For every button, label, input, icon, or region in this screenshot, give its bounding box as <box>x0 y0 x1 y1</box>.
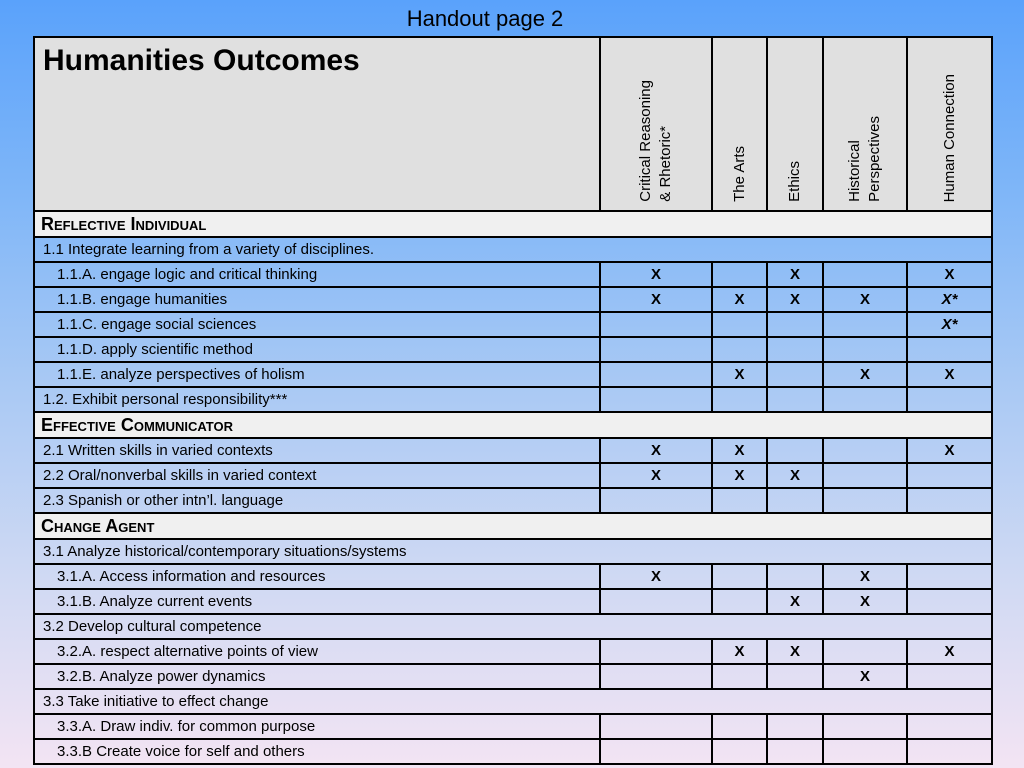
mark-cell: X <box>767 463 823 488</box>
column-header-label: Critical Reasoning & Rhetoric* <box>637 80 674 202</box>
outcome-label: 1.1.D. apply scientific method <box>34 337 600 362</box>
mark-cell <box>823 463 907 488</box>
outcome-label: 3.1 Analyze historical/contemporary situations/systems <box>34 539 992 564</box>
mark-cell: X <box>907 262 992 287</box>
column-header-the-arts <box>712 37 767 211</box>
mark-cell <box>600 639 712 664</box>
table-row <box>34 614 992 639</box>
mark-cell <box>907 387 992 412</box>
table-row <box>34 362 992 387</box>
mark-cell <box>907 488 992 513</box>
outcome-label: 3.3.A. Draw indiv. for common purpose <box>34 714 600 739</box>
table-row <box>34 237 992 262</box>
mark-cell <box>767 438 823 463</box>
mark-cell <box>712 564 767 589</box>
section-header: Change Agent <box>34 513 992 539</box>
table-row <box>34 312 992 337</box>
mark-cell <box>712 387 767 412</box>
section-header: Reflective Individual <box>34 211 992 237</box>
table-row <box>34 539 992 564</box>
mark-cell <box>767 488 823 513</box>
mark-cell <box>712 312 767 337</box>
outcome-label: 3.2.A. respect alternative points of view <box>34 639 600 664</box>
mark-cell <box>600 312 712 337</box>
mark-cell <box>600 664 712 689</box>
mark-cell: X <box>712 287 767 312</box>
mark-cell <box>907 664 992 689</box>
mark-cell <box>712 262 767 287</box>
outcome-label: 2.1 Written skills in varied contexts <box>34 438 600 463</box>
mark-cell <box>767 387 823 412</box>
table-row <box>34 488 992 513</box>
table-row <box>34 714 992 739</box>
mark-cell <box>823 739 907 764</box>
table-row <box>34 689 992 714</box>
mark-cell <box>767 664 823 689</box>
column-header-critical-reasoning <box>600 37 712 211</box>
table-row <box>34 639 992 664</box>
mark-cell: X <box>600 463 712 488</box>
outcome-label: 3.1.B. Analyze current events <box>34 589 600 614</box>
mark-cell <box>907 589 992 614</box>
mark-cell: X <box>823 664 907 689</box>
mark-cell: X <box>907 438 992 463</box>
mark-cell <box>823 438 907 463</box>
mark-cell <box>823 312 907 337</box>
mark-cell: X <box>823 362 907 387</box>
mark-cell: X <box>600 287 712 312</box>
table-row <box>34 438 992 463</box>
mark-cell: X <box>600 262 712 287</box>
mark-cell: X <box>823 589 907 614</box>
handout-title: Handout page 2 <box>406 6 564 31</box>
mark-cell <box>767 312 823 337</box>
mark-cell: X <box>907 362 992 387</box>
table-title: Humanities Outcomes <box>43 44 360 77</box>
column-header-label: Historical Perspectives <box>846 116 883 202</box>
mark-cell <box>600 488 712 513</box>
mark-cell: X <box>712 362 767 387</box>
mark-cell: X* <box>907 312 992 337</box>
section-header-row <box>34 513 992 539</box>
mark-cell <box>823 337 907 362</box>
mark-cell <box>712 739 767 764</box>
mark-cell <box>600 337 712 362</box>
outcome-label: 3.3 Take initiative to effect change <box>34 689 992 714</box>
table-header-row <box>34 37 992 211</box>
mark-cell <box>600 714 712 739</box>
column-header-historical-perspectives <box>823 37 907 211</box>
mark-cell <box>712 664 767 689</box>
mark-cell: X <box>712 639 767 664</box>
mark-cell <box>823 387 907 412</box>
mark-cell: X <box>600 438 712 463</box>
column-header-label: Human Connection <box>940 73 958 202</box>
mark-cell: X <box>823 564 907 589</box>
mark-cell <box>712 337 767 362</box>
column-header-ethics <box>767 37 823 211</box>
mark-cell: X <box>767 262 823 287</box>
mark-cell <box>767 714 823 739</box>
column-header-label: Ethics <box>786 161 803 202</box>
mark-cell <box>907 714 992 739</box>
mark-cell <box>767 564 823 589</box>
table-row <box>34 564 992 589</box>
outcomes-table <box>33 36 993 765</box>
mark-cell <box>712 589 767 614</box>
outcome-label: 1.1.B. engage humanities <box>34 287 600 312</box>
outcome-label: 3.2.B. Analyze power dynamics <box>34 664 600 689</box>
mark-cell <box>907 337 992 362</box>
mark-cell <box>767 337 823 362</box>
outcome-label: 1.1.E. analyze perspectives of holism <box>34 362 600 387</box>
mark-cell <box>712 714 767 739</box>
outcome-label: 1.1.C. engage social sciences <box>34 312 600 337</box>
mark-cell <box>823 488 907 513</box>
outcome-label: 3.1.A. Access information and resources <box>34 564 600 589</box>
mark-cell: X <box>712 438 767 463</box>
table-row <box>34 262 992 287</box>
outcome-label: 3.3.B Create voice for self and others <box>34 739 600 764</box>
table-row <box>34 287 992 312</box>
section-header-row <box>34 412 992 438</box>
mark-cell: X <box>767 287 823 312</box>
outcome-label: 1.2. Exhibit personal responsibility*** <box>34 387 600 412</box>
mark-cell <box>600 739 712 764</box>
column-header-label: The Arts <box>730 146 748 202</box>
mark-cell: X <box>767 589 823 614</box>
table-row <box>34 337 992 362</box>
mark-cell: X* <box>907 287 992 312</box>
table-row <box>34 463 992 488</box>
outcome-label: 1.1.A. engage logic and critical thinking <box>34 262 600 287</box>
outcome-label: 2.3 Spanish or other intn’l. language <box>34 488 600 513</box>
mark-cell <box>907 463 992 488</box>
table-row <box>34 589 992 614</box>
mark-cell <box>767 739 823 764</box>
section-header-row <box>34 211 992 237</box>
mark-cell <box>712 488 767 513</box>
mark-cell <box>907 564 992 589</box>
mark-cell <box>600 589 712 614</box>
mark-cell: X <box>823 287 907 312</box>
mark-cell: X <box>600 564 712 589</box>
table-title-cell <box>34 37 600 211</box>
column-header-human-connection <box>907 37 992 211</box>
mark-cell <box>823 639 907 664</box>
table-row <box>34 664 992 689</box>
outcome-label: 3.2 Develop cultural competence <box>34 614 992 639</box>
mark-cell <box>767 362 823 387</box>
mark-cell <box>823 714 907 739</box>
mark-cell: X <box>767 639 823 664</box>
mark-cell: X <box>712 463 767 488</box>
section-header: Effective Communicator <box>34 412 992 438</box>
table-row <box>34 387 992 412</box>
mark-cell <box>907 739 992 764</box>
outcome-label: 1.1 Integrate learning from a variety of disciplines. <box>34 237 992 262</box>
table-row <box>34 739 992 764</box>
outcome-label: 2.2 Oral/nonverbal skills in varied context <box>34 463 600 488</box>
mark-cell <box>600 362 712 387</box>
mark-cell <box>600 387 712 412</box>
mark-cell <box>823 262 907 287</box>
mark-cell: X <box>907 639 992 664</box>
